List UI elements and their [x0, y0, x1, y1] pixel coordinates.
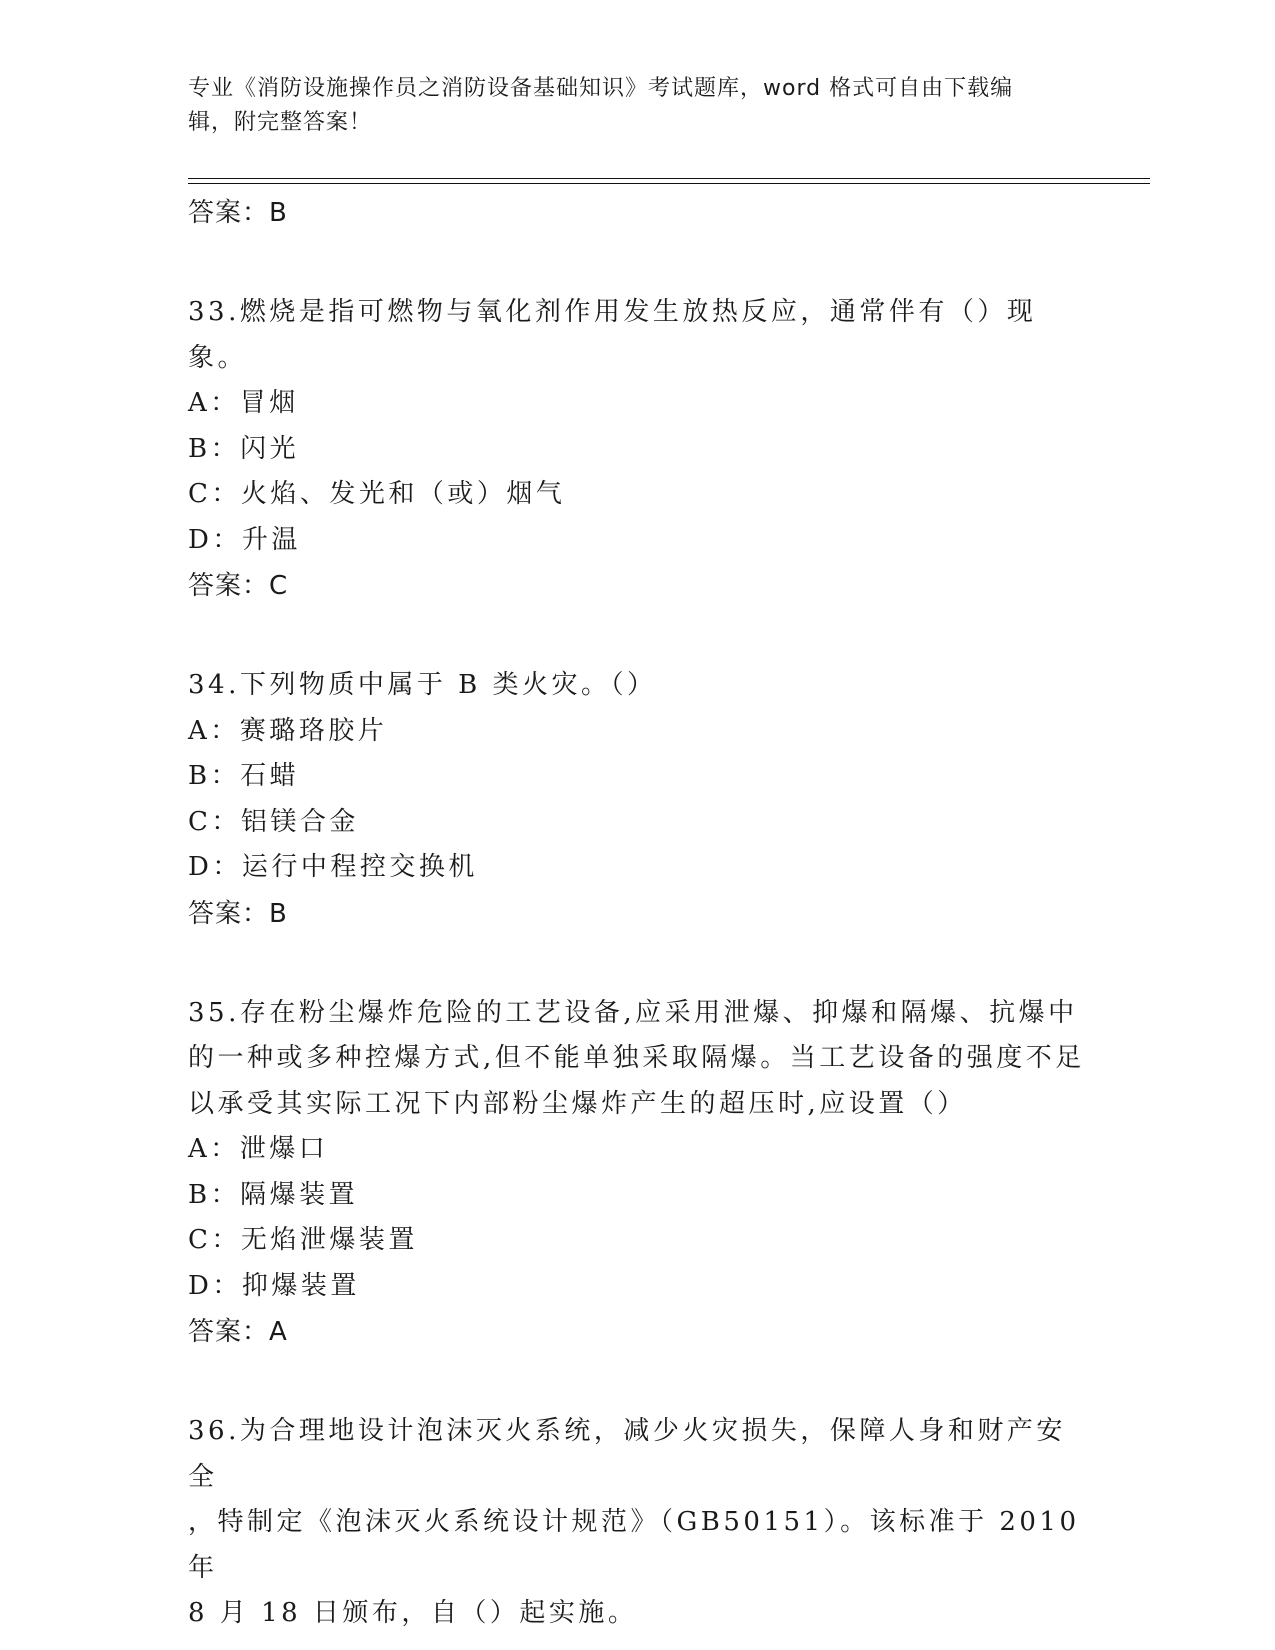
option-d: D：抑爆装置 [188, 1270, 360, 1301]
question-text: 34.下列物质中属于 B 类火灾。（） [188, 670, 657, 700]
header-line-1: 专业《消防设施操作员之消防设备基础知识》考试题库，word 格式可自由下载编 [188, 76, 1014, 101]
option-a: A：赛璐珞胶片 [188, 715, 388, 746]
option-c: C：火焰、发光和（或）烟气 [188, 479, 566, 509]
question-list [188, 190, 1088, 1637]
question-text-line-2: 的一种或多种控爆方式,但不能单独采取隔爆。当工艺设备的强度不足 [188, 1043, 1085, 1073]
document-header [188, 72, 1068, 140]
option-b: B：石蜡 [188, 761, 300, 791]
previous-answer: 答案：B [188, 198, 288, 228]
question-text: 33.燃烧是指可燃物与氧化剂作用发生放热反应，通常伴有（）现象。 [188, 297, 1037, 373]
option-d: D：升温 [188, 524, 301, 555]
option-d: D：运行中程控交换机 [188, 852, 478, 882]
option-b: B：闪光 [188, 433, 300, 464]
option-a: A：冒烟 [188, 388, 299, 418]
question-text-line-3: 8 月 18 日颁布，自（）起实施。 [188, 1598, 638, 1628]
question-text-line-1: 36.为合理地设计泡沫灭火系统，减少火灾损失，保障人身和财产安全 [188, 1416, 1066, 1492]
option-b: B：隔爆装置 [188, 1179, 359, 1210]
header-divider-top [188, 178, 1150, 179]
option-c: C：无焰泄爆装置 [188, 1225, 418, 1255]
question-34 [188, 663, 1088, 937]
question-35 [188, 991, 1088, 1356]
question-33 [188, 290, 1088, 609]
answer: 答案：B [188, 898, 288, 929]
option-a: A：泄爆口 [188, 1134, 329, 1164]
option-c: C：铝镁合金 [188, 806, 359, 837]
question-text-line-3: 以承受其实际工况下内部粉尘爆炸产生的超压时,应设置（） [188, 1088, 967, 1119]
question-text-line-1: 35.存在粉尘爆炸危险的工艺设备,应采用泄爆、抑爆和隔爆、抗爆中 [188, 997, 1078, 1028]
header-line-2: 辑，附完整答案！ [188, 110, 373, 135]
question-text-line-2: ，特制定《泡沫灭火系统设计规范》（GB50151）。该标准于 2010 年 [188, 1507, 1080, 1583]
answer: 答案：A [188, 1317, 288, 1347]
question-36 [188, 1409, 1088, 1637]
header-divider-bottom [188, 183, 1150, 184]
answer: 答案：C [188, 571, 289, 601]
